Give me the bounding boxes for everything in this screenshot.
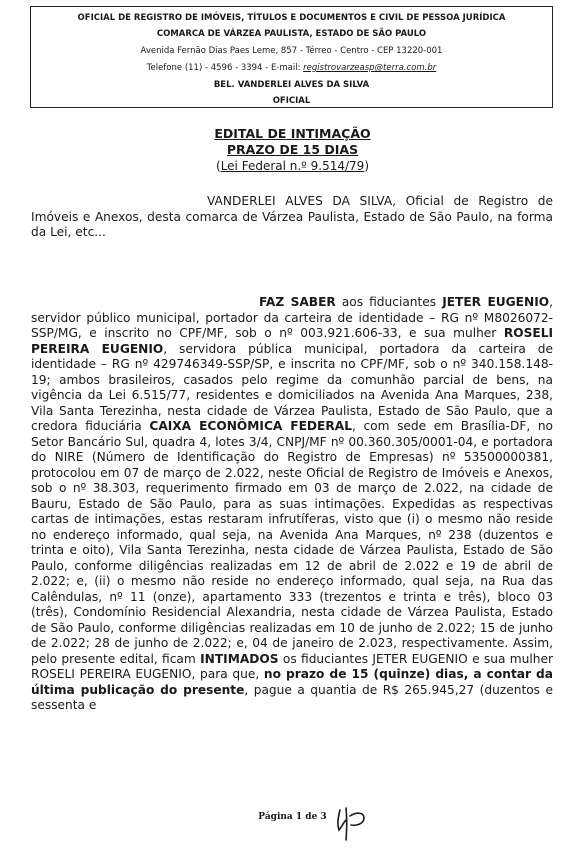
signature-mark <box>334 804 370 844</box>
registry-address: Avenida Fernão Dias Paes Leme, 857 - Térreo - Centro - CEP 13220-001 <box>140 46 443 56</box>
registry-phone: Telefone (11) - 4596 - 3394 - E-mail: <box>146 63 304 73</box>
edital-law-reference: (Lei Federal n.º 9.514/79) <box>216 159 369 173</box>
registry-contact <box>31 63 552 73</box>
edital-title: EDITAL DE INTIMAÇÃO <box>214 126 371 141</box>
registry-header <box>30 6 553 108</box>
intro-paragraph: VANDERLEI ALVES DA SILVA, Oficial de Registro de Imóveis e Anexos, desta comarca de Várzea Paulista, Estado de São Paulo, na forma da Lei, etc... <box>31 194 553 239</box>
registry-email-link[interactable]: registrovarzeasp@terra.com.br <box>303 63 437 73</box>
page-number: Página 1 de 3 <box>258 812 327 822</box>
registry-district: COMARCA DE VÁRZEA PAULISTA, ESTADO DE SÃO PAULO <box>156 29 427 39</box>
registry-officer-role: OFICIAL <box>272 96 311 106</box>
edital-deadline: PRAZO DE 15 DIAS <box>226 142 359 157</box>
body-paragraph: FAZ SABER aos fiduciantes JETER EUGENIO, servidor público municipal, portador da carteira de identidade – RG nº M8026072-SSP/MG, e inscrito no CPF/MF, sob o nº 003.921.606-33, e sua mulher ROSELI PEREIRA EUGENIO, servidora pública municipal, portadora da carteira de identidade – RG nº 429746349-SSP/SP, e inscrita no CPF/MF, sob o nº 340.158.148-19; ambos brasileiros, casados pelo regime da comunhão parcial de bens, na vigência da Lei 6.515/77, residentes e domiciliados na Avenida Ana Marques, 238, Vila Santa Terezinha, nesta cidade de Várzea Paulista, Estado de São Paulo, que a credora fiduciária CAIXA ECONÔMICA FEDERAL, com sede em Brasília-DF, no Setor Bancário Sul, quadra 4, lotes 3/4, CNPJ/MF nº 00.360.305/0001-04, e portadora do NIRE (Número de Identificação do Registro de Empresas) nº 53500000381, protocolou em 07 de março de 2.022, neste Oficial de Registro de Imóveis e Anexos, sob o nº 38.303, requerimento firmado em 03 de março de 2.022, na cidade de Bauru, Estado de São Paulo, para as suas intimações. Expedidas as respectivas cartas de intimações, estas restaram infrutíferas, visto que (i) o mesmo não reside no endereço informado, qual seja, na Avenida Ana Marques, nº 238 (duzentos e trinta e oito), Vila Santa Terezinha, nesta cidade de Várzea Paulista, Estado de São Paulo, conforme diligências realizadas em 12 de abril de 2.022 e 19 de abril de 2.022; e, (ii) o mesmo não reside no endereço informado, qual seja, na Rua das Calêndulas, nº 11 (onze), apartamento 333 (trezentos e trinta e três), bloco 03 (três), Condomínio Residencial Alexandria, nesta cidade de Várzea Paulista, Estado de São Paulo, conforme diligências realizadas em 10 de junho de 2.022; 15 de junho de 2.022; 28 de junho de 2.022; e, 04 de janeiro de 2.023, respectivamente. Assim, pelo presente edital, ficam INTIMADOS os fiduciantes JETER EUGENIO e sua mulher ROSELI PEREIRA EUGENIO, para que, no prazo de 15 (quinze) dias, a contar da última publicação do presente, pague a quantia de R$ 265.945,27 (duzentos e sessenta e <box>31 295 554 712</box>
registry-officer-name: BEL. VANDERLEI ALVES DA SILVA <box>213 80 370 90</box>
registry-office-name: OFICIAL DE REGISTRO DE IMÓVEIS, TÍTULOS E DOCUMENTOS E CIVIL DE PESSOA JURÍDICA <box>77 13 506 23</box>
